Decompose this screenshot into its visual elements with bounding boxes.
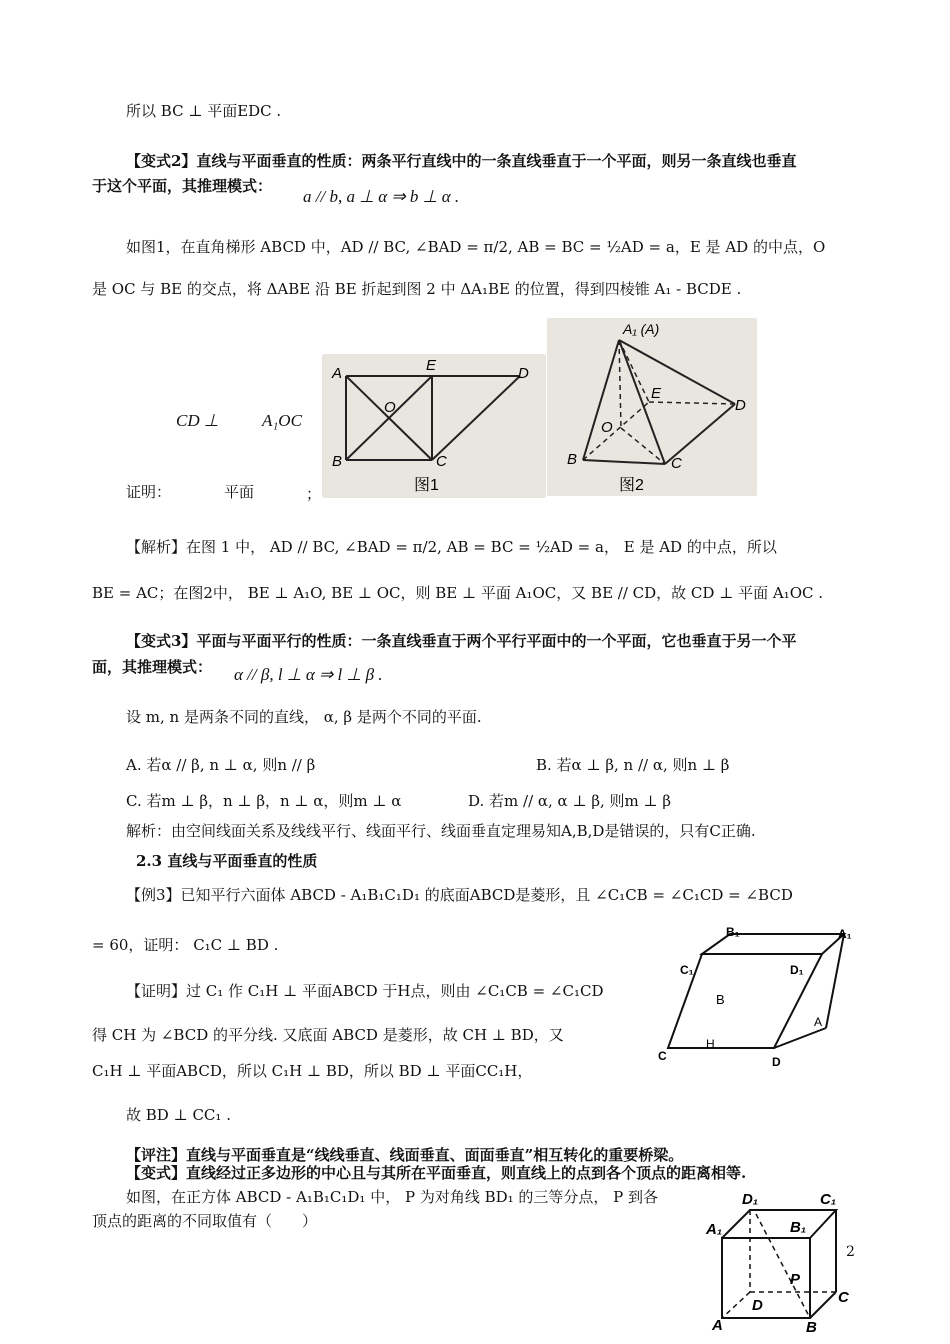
example-line: 【例3】已知平行六面体 ABCD - A₁B₁C₁D₁ 的底面ABCD是菱形，且 ∠C₁CB = ∠C₁CD = ∠BCD	[126, 886, 793, 904]
option-a: A. 若α // β, n ⊥ α, 则n // β	[126, 756, 316, 774]
label-B: B	[716, 992, 725, 1007]
variant-3-title-cont: 面，其推理模式：	[92, 658, 213, 676]
label-B: B	[806, 1319, 817, 1336]
page-number: 2	[846, 1244, 855, 1260]
label-O: O	[601, 419, 613, 436]
figure-cube	[700, 1184, 860, 1338]
label-D: D	[772, 1055, 781, 1069]
label-D: D	[752, 1297, 763, 1314]
option-d: D. 若m // α, α ⊥ β, 则m ⊥ β	[468, 792, 672, 810]
question-line: 是 OC 与 BE 的交点，将 ΔABE 沿 BE 折起到图 2 中 ΔA₁BE 的位置，得到四棱锥 A₁ - BCDE .	[92, 280, 742, 298]
label-A1: A₁	[706, 1221, 723, 1238]
plane-label: 平面	[224, 483, 255, 501]
option-b: B. 若α ⊥ β, n // α, 则n ⊥ β	[536, 756, 730, 774]
variant-2-title: 【变式2】直线与平面垂直的性质：两条平行直线中的一条直线垂直于一个平面，则另一条直线也垂直	[126, 152, 797, 170]
figure-2	[547, 318, 757, 496]
analysis-line: 【解析】在图 1 中， AD // BC, ∠BAD = π/2, AB = BC = ½AD = a， E 是 AD 的中点，所以	[126, 538, 777, 556]
semicolon: ；	[306, 485, 322, 503]
label-A1: A₁ (A)	[623, 321, 660, 337]
label-B1: B₁	[790, 1219, 807, 1236]
label-C: C	[436, 453, 447, 470]
label-C1: C₁	[680, 963, 694, 977]
label-C: C	[838, 1289, 849, 1306]
label-C1: C₁	[820, 1191, 837, 1208]
analysis-line: BE = AC；在图2中， BE ⊥ A₁O, BE ⊥ OC，则 BE ⊥ 平面 A₁OC，又 BE // CD，故 CD ⊥ 平面 A₁OC .	[92, 584, 824, 602]
label-O: O	[384, 399, 396, 416]
label-A1: A₁	[838, 927, 852, 941]
label-B: B	[567, 451, 578, 468]
label-E: E	[426, 357, 437, 374]
proof-line: C₁H ⊥ 平面ABCD，所以 C₁H ⊥ BD，所以 BD ⊥ 平面CC₁H，	[92, 1062, 533, 1080]
variant-2-title-cont: 于这个平面，其推理模式：	[92, 177, 273, 195]
proof-line: 【证明】过 C₁ 作 C₁H ⊥ 平面ABCD 于H点，则由 ∠C₁CB = ∠C₁CD	[126, 982, 604, 1000]
label-D: D	[735, 397, 746, 414]
question-line: 顶点的距离的不同取值有（ ）	[92, 1212, 318, 1230]
label-B1: B₁	[726, 925, 740, 939]
question-line: 如图1，在直角梯形 ABCD 中，AD // BC, ∠BAD = π/2, AB = BC = ½AD = a，E 是 AD 的中点，O	[126, 238, 826, 256]
proof-label: 证明：	[126, 483, 172, 501]
label-A: A	[814, 1015, 823, 1029]
label-A: A	[712, 1317, 723, 1334]
a1oc-label: A₁OC	[262, 411, 302, 430]
figure-2-caption: 图2	[619, 477, 644, 494]
variant-3-title: 【变式3】平面与平面平行的性质：一条直线垂直于两个平行平面中的一个平面，它也垂直于另一个平	[126, 632, 797, 650]
figure-1	[322, 354, 546, 498]
text-line: 所以 BC ⊥ 平面EDC .	[126, 102, 282, 120]
label-B: B	[332, 453, 343, 470]
label-C: C	[658, 1049, 667, 1063]
label-C: C	[671, 455, 682, 472]
label-H: H	[706, 1037, 715, 1051]
label-D1: D₁	[790, 963, 804, 977]
question-stem: 设 m, n 是两条不同的直线， α, β 是两个不同的平面.	[126, 708, 482, 726]
formula: a // b, a ⊥ α ⇒ b ⊥ α .	[303, 187, 460, 206]
label-P: P	[790, 1271, 801, 1288]
label-E: E	[651, 385, 662, 402]
option-c: C. 若m ⊥ β，n ⊥ β，n ⊥ α，则m ⊥ α	[126, 792, 402, 810]
proof-line: 得 CH 为 ∠BCD 的平分线. 又底面 ABCD 是菱形，故 CH ⊥ BD，又	[92, 1026, 564, 1044]
cd-perp: CD ⊥	[176, 411, 219, 430]
variant-line: 【变式】直线经过正多边形的中心且与其所在平面垂直，则直线上的点到各个顶点的距离相等.	[126, 1164, 747, 1182]
formula: α // β, l ⊥ α ⇒ l ⊥ β .	[234, 665, 383, 684]
answer-line: 解析：由空间线面关系及线线平行、线面平行、线面垂直定理易知A,B,D是错误的，只有C正确.	[126, 822, 756, 840]
example-line: = 60，证明： C₁C ⊥ BD .	[92, 936, 279, 954]
label-D: D	[518, 365, 529, 382]
comment-line: 【评注】直线与平面垂直是“线线垂直、线面垂直、面面垂直”相互转化的重要桥梁。	[126, 1146, 684, 1164]
label-A: A	[332, 365, 343, 382]
section-heading: 2.3 直线与平面垂直的性质	[136, 852, 318, 870]
question-line: 如图，在正方体 ABCD - A₁B₁C₁D₁ 中， P 为对角线 BD₁ 的三等分点， P 到各	[126, 1188, 659, 1206]
proof-line: 故 BD ⊥ CC₁ .	[126, 1106, 231, 1124]
label-D1: D₁	[742, 1191, 759, 1208]
figure-parallelepiped	[652, 922, 862, 1072]
figure-1-caption: 图1	[414, 477, 439, 494]
